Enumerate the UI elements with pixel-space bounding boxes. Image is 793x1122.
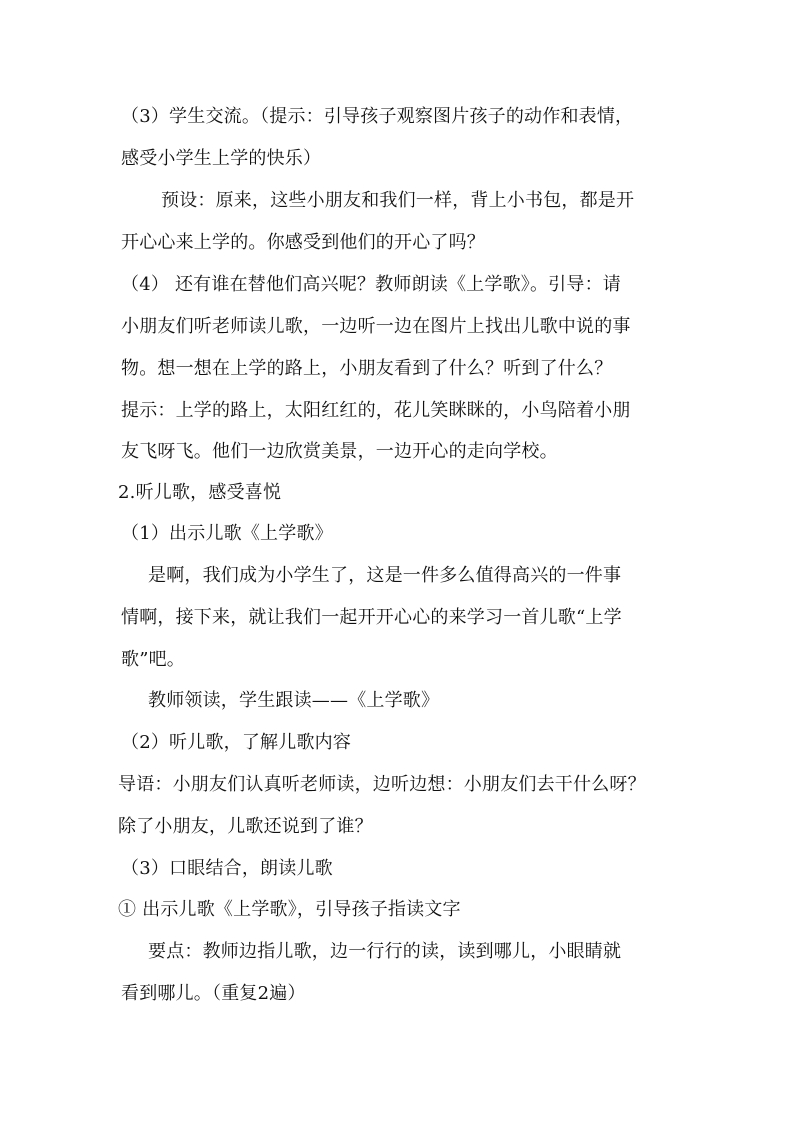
subsection-heading: （3）口眼结合，朗读儿歌 (121, 858, 333, 879)
list-item: ① 出示儿歌《上学歌》，引导孩子指读文字 (118, 899, 461, 920)
paragraph-line: 提示：上学的路上，太阳红红的，花儿笑眯眯的，小鸟陪着小朋 (121, 400, 631, 421)
subsection-heading: （2）听儿歌，了解儿歌内容 (121, 732, 352, 753)
paragraph-line: 感受小学生上学的快乐） (121, 148, 322, 169)
paragraph-line: 是啊，我们成为小学生了，这是一件多么值得高兴的一件事 (148, 565, 622, 586)
paragraph-line: 友飞呀飞。他们一边欣赏美景，一边开心的走向学校。 (121, 441, 558, 462)
paragraph-line: 预设：原来，这些小朋友和我们一样，背上小书包，都是开 (161, 190, 635, 211)
paragraph-line: 物。想一想在上学的路上，小朋友看到了什么？听到了什么？ (121, 358, 613, 379)
paragraph-line: 导语：小朋友们认真听老师读，边听边想：小朋友们去干什么呀？ (118, 774, 646, 795)
paragraph-line: （3）学生交流。（提示：引导孩子观察图片孩子的动作和表情， (121, 106, 634, 127)
paragraph-line: （4） 还有谁在替他们高兴呢？教师朗读《上学歌》。引导：请 (121, 274, 621, 295)
paragraph-line: 开心心来上学的。你感受到他们的开心了吗？ (121, 232, 485, 253)
paragraph-line: 小朋友们听老师读儿歌，一边听一边在图片上找出儿歌中说的事 (121, 316, 631, 337)
paragraph-line: 情啊，接下来，就让我们一起开开心心的来学习一首儿歌“上学 (121, 607, 622, 628)
paragraph-line: 教师领读，学生跟读——《上学歌》 (148, 690, 440, 711)
subsection-heading: （1）出示儿歌《上学歌》 (121, 523, 333, 544)
paragraph-line: 歌”吧。 (121, 649, 186, 670)
section-heading: 2.听儿歌，感受喜悦 (118, 482, 282, 503)
paragraph-line: 看到哪儿。（重复2遍） (121, 983, 306, 1004)
paragraph-line: 除了小朋友，儿歌还说到了谁？ (118, 816, 373, 837)
paragraph-line: 要点：教师边指儿歌，边一行行的读，读到哪儿，小眼睛就 (148, 941, 622, 962)
